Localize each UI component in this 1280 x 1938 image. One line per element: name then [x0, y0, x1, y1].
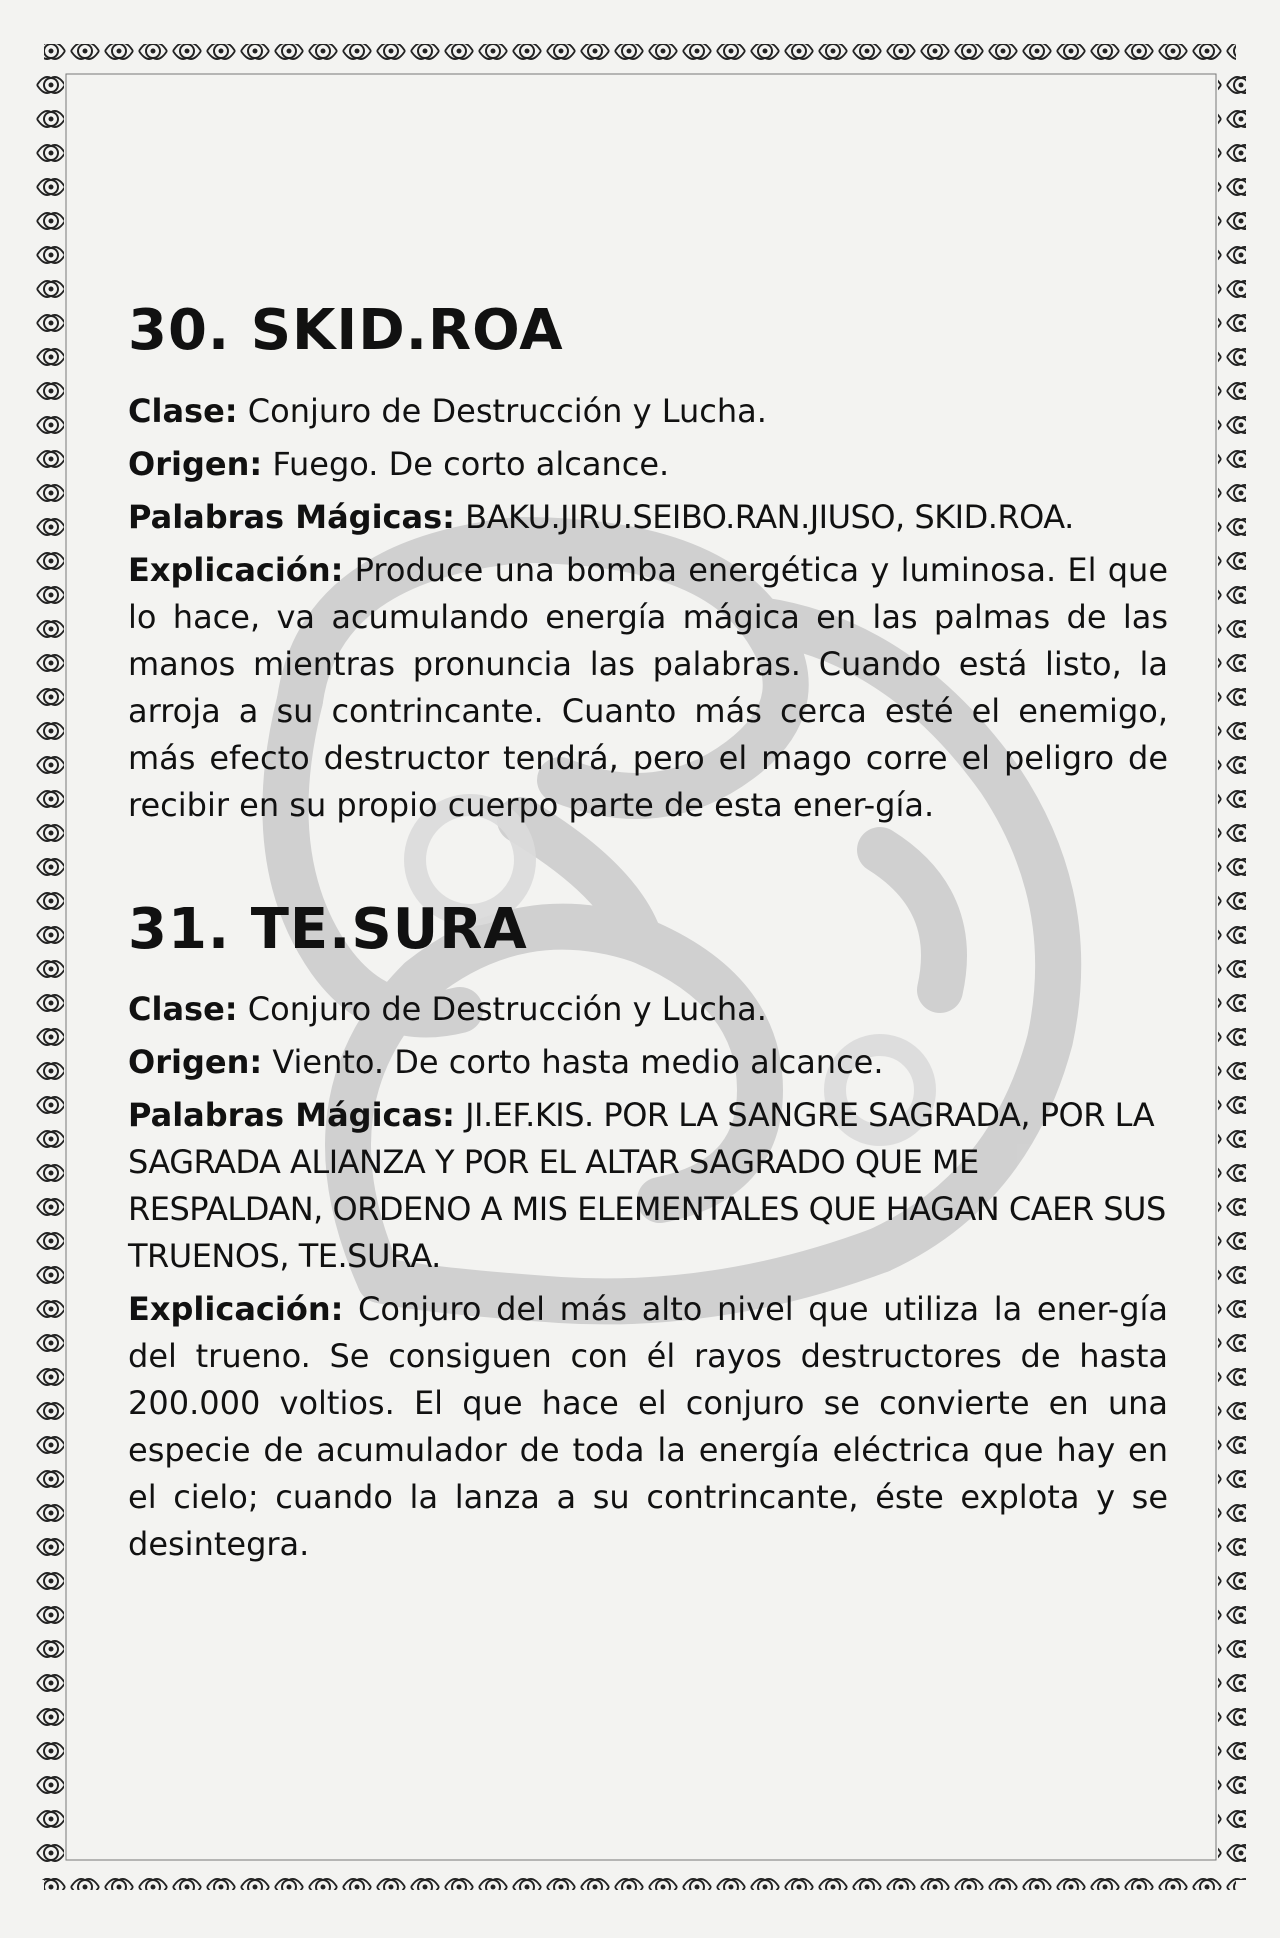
palabras-label: Palabras Mágicas: — [128, 497, 455, 536]
origen-field — [128, 441, 1168, 488]
origen-label: Origen: — [128, 1043, 263, 1082]
origen-value: Fuego. De corto alcance. — [272, 444, 670, 483]
spell-entry — [128, 300, 1168, 829]
explicacion-label: Explicación: — [128, 1290, 344, 1329]
palabras-value: JI.EF.KIS. POR LA SANGRE SAGRADA, POR LA SAGRADA ALIANZA Y POR EL ALTAR SAGRADO QUE ME RESPALDAN, ORDENO A MIS ELEMENTALES QUE HAGAN CAER SUS TRUENOS, TE.SURA. — [128, 1096, 1166, 1276]
clase-value: Conjuro de Destrucción y Lucha. — [247, 391, 767, 430]
clase-value: Conjuro de Destrucción y Lucha. — [247, 990, 767, 1029]
palabras-label: Palabras Mágicas: — [128, 1096, 455, 1135]
spell-entry — [128, 896, 1169, 1569]
clase-label: Clase: — [128, 990, 238, 1029]
clase-field — [128, 986, 1168, 1033]
origen-value: Viento. De corto hasta medio alcance. — [272, 1043, 884, 1082]
palabras-field — [128, 1092, 1168, 1280]
spell-title: 30. SKID.ROA — [128, 298, 564, 363]
origen-field — [128, 1039, 1168, 1086]
palabras-value: BAKU.JIRU.SEIBO.RAN.JIUSO, SKID.ROA. — [465, 497, 1074, 536]
explicacion-field — [128, 547, 1168, 829]
clase-field — [128, 388, 1168, 435]
origen-label: Origen: — [128, 444, 263, 483]
explicacion-field — [128, 1286, 1168, 1568]
spell-title: 31. TE.SURA — [128, 896, 528, 962]
explicacion-value: Produce una bomba energética y luminosa. El que lo hace, va acumulando energía mágica en las palmas de las manos mientras pronuncia las palabras. Cuando está listo, la arroja a su contrincante. Cuanto más cerca esté el enemigo, más efecto destructor tendrá, pero el mago corre el peligro de recibir en su propio cuerpo parte de esta ener-gía. — [128, 550, 1169, 824]
palabras-field — [128, 494, 1168, 541]
spell-list — [128, 300, 1168, 1574]
explicacion-label: Explicación: — [128, 550, 344, 589]
clase-label: Clase: — [128, 391, 238, 430]
explicacion-value: Conjuro del más alto nivel que utiliza la ener-gía del trueno. Se consiguen con él rayos destructores de hasta 200.000 voltios. El que hace el conjuro se convierte en una especie de acumulador de toda la energía eléctrica que hay en el cielo; cuando la lanza a su contrincante, éste explota y se desintegra. — [128, 1290, 1169, 1564]
